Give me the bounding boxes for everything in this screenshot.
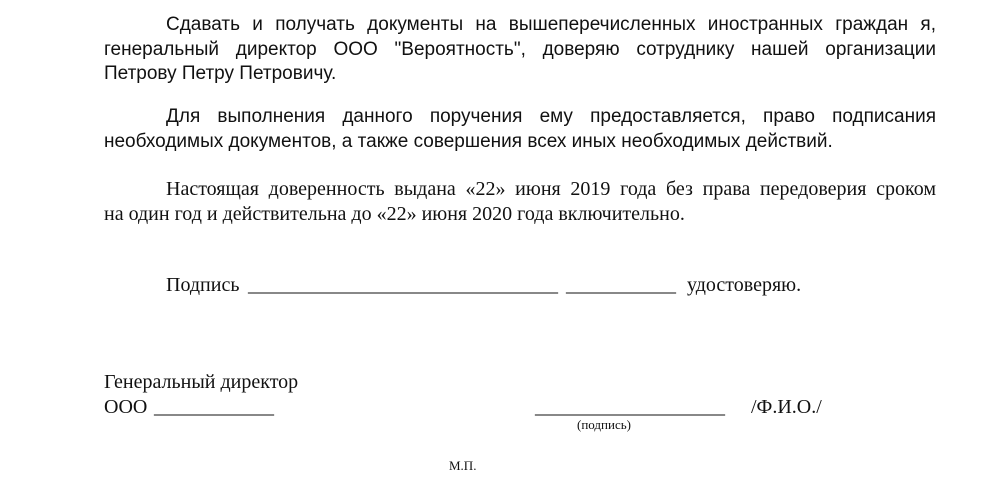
- director-fio: /Ф.И.О./: [751, 396, 822, 418]
- director-title: Генеральный директор: [104, 371, 299, 393]
- certification-suffix: удостоверяю.: [687, 274, 802, 296]
- certification-initials-blank: ___________: [566, 274, 676, 296]
- certification-label: Подпись: [166, 274, 240, 296]
- paragraph-3-line-2: на один год и действительна до «22» июня 2020 года включительно.: [104, 203, 685, 225]
- paragraph-1-line-2: генеральный директор ООО "Вероятность", доверяю сотруднику нашей организации: [104, 39, 936, 60]
- paragraph-2-line-1: Для выполнения данного поручения ему предоставляется, право подписания: [166, 106, 936, 127]
- director-org-blank: ____________: [154, 396, 274, 418]
- paragraph-3-line-1: Настоящая доверенность выдана «22» июня 2019 года без права передоверия сроком: [166, 178, 936, 200]
- director-signature-blank: ___________________: [535, 396, 725, 418]
- stamp-place-label: М.П.: [449, 458, 477, 473]
- director-org-label: ООО: [104, 396, 148, 418]
- paragraph-1-line-1: Сдавать и получать документы на вышеперечисленных иностранных граждан я,: [166, 14, 936, 35]
- paragraph-2-line-2: необходимых документов, а также совершения всех иных необходимых действий.: [104, 131, 833, 152]
- certification-signature-blank: _______________________________: [248, 274, 558, 296]
- paragraph-1-line-3: Петрову Петру Петровичу.: [104, 63, 337, 84]
- signature-caption: (подпись): [577, 417, 631, 432]
